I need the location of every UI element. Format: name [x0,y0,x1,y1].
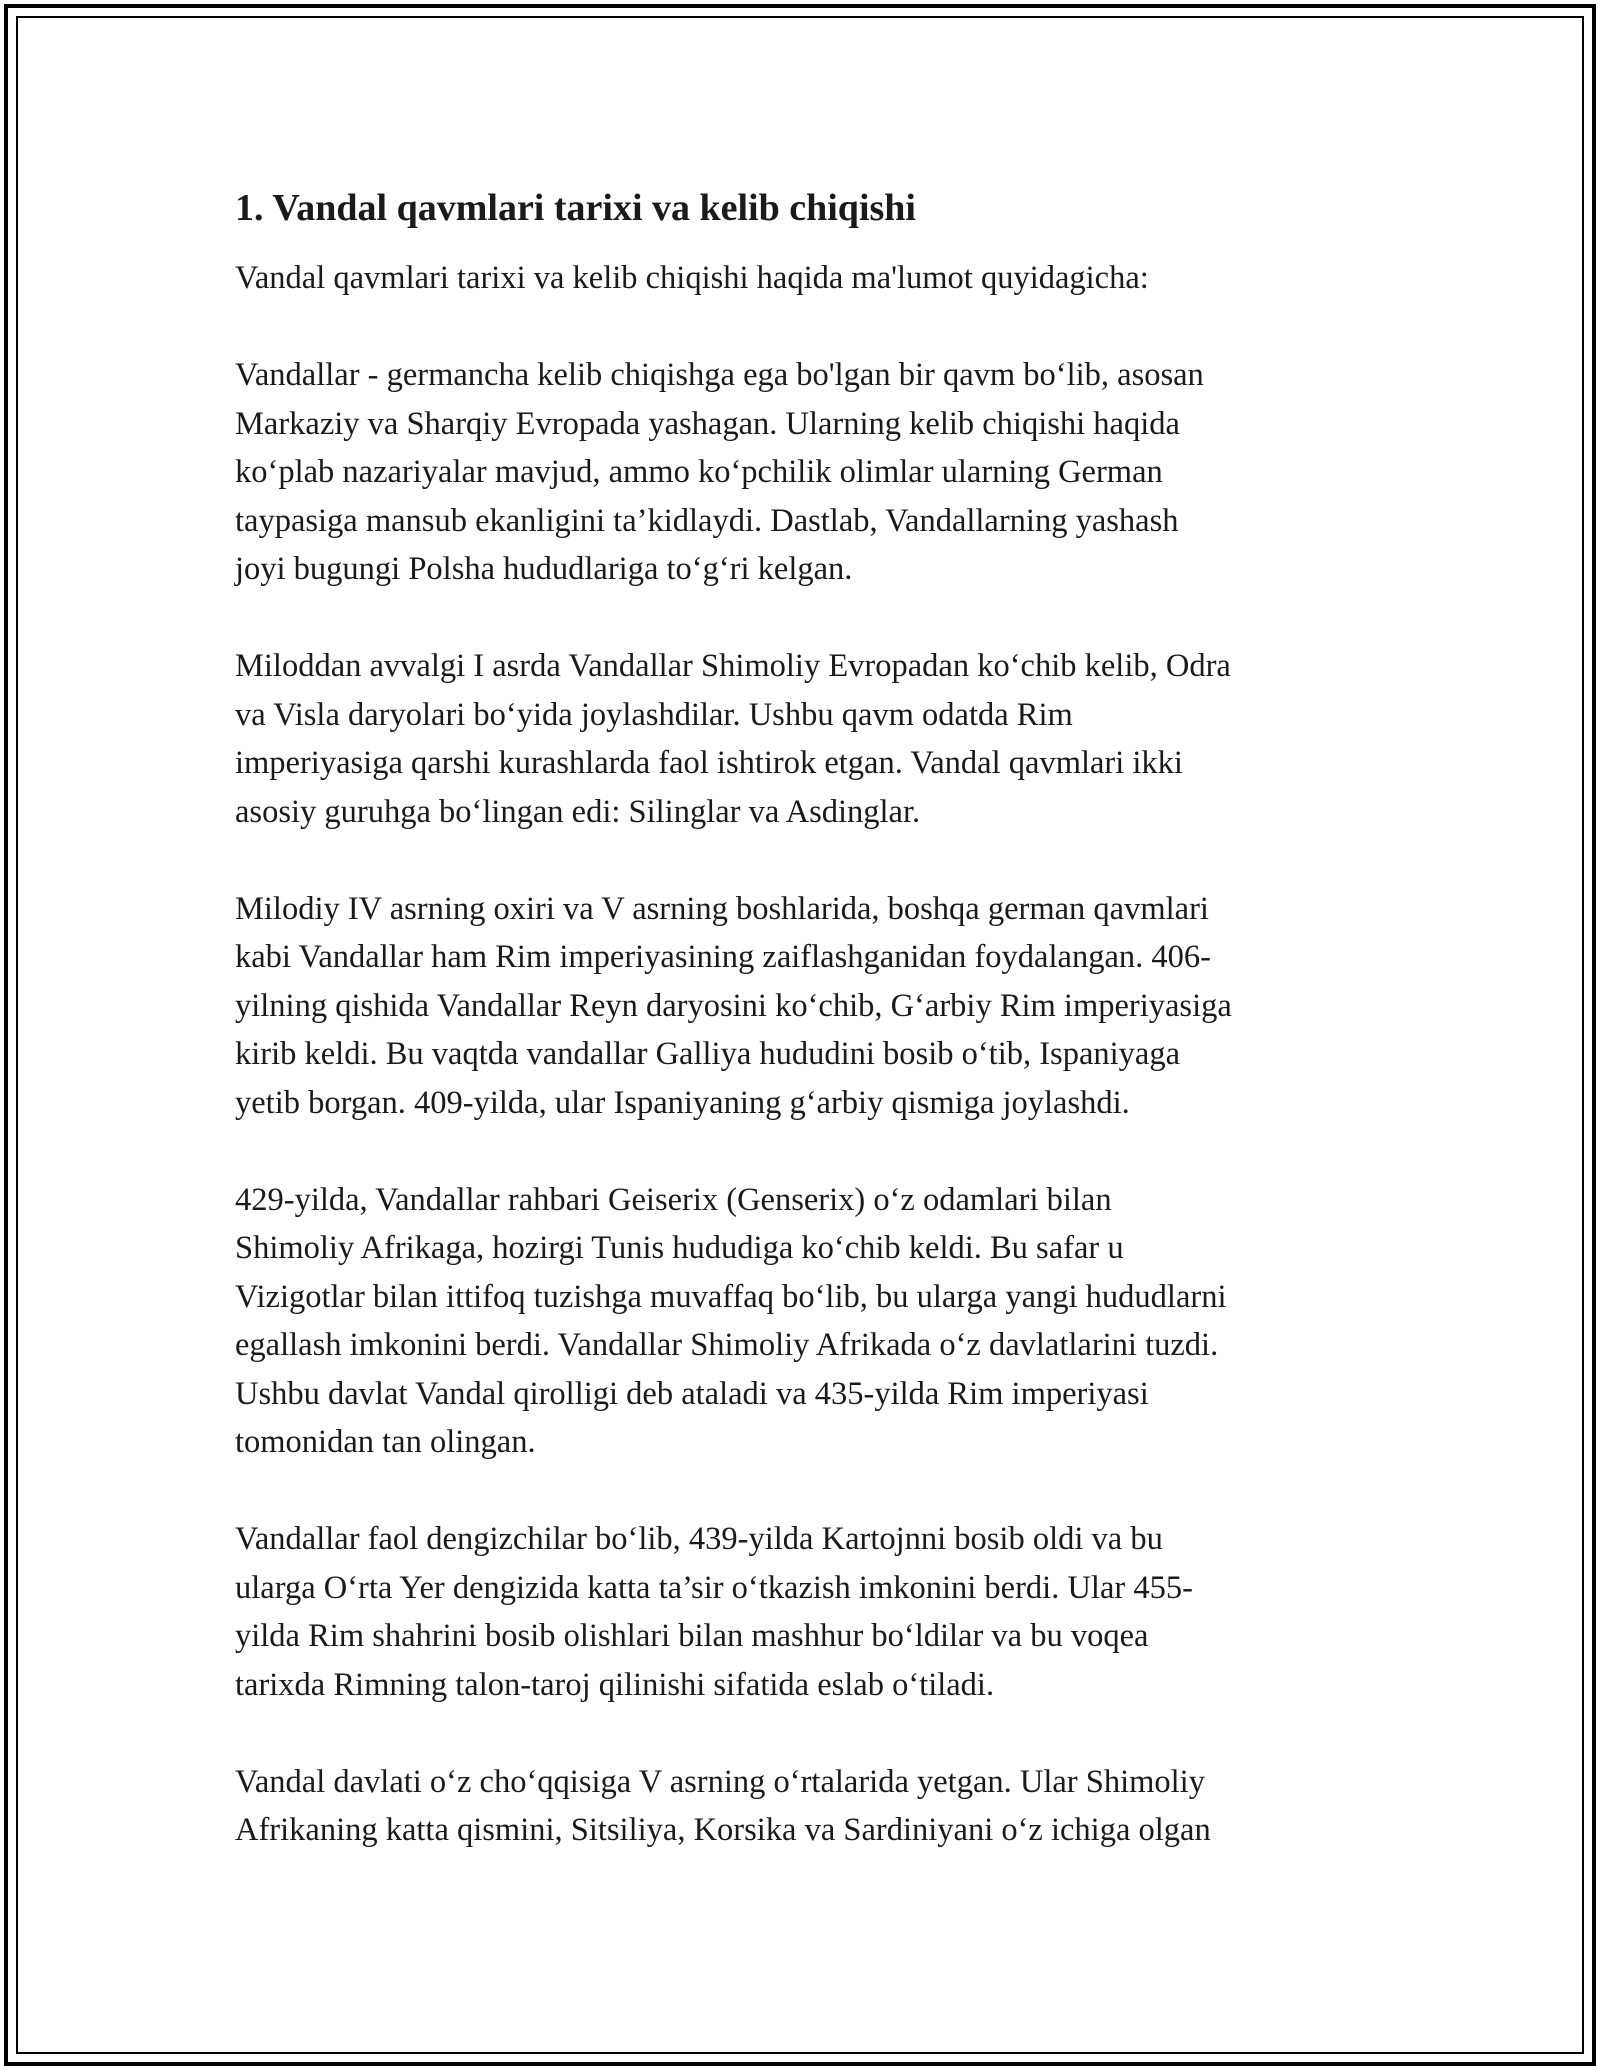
body-paragraph [235,642,1385,836]
text-line: kirib keldi. Bu vaqtda vandallar Galliya hududini bosib oʻtib, Ispaniyaga [235,1036,1181,1072]
text-line: Vandallar - germancha kelib chiqishga ega bo'lgan bir qavm boʻlib, asosan [235,357,1204,393]
text-line: tomonidan tan olingan. [235,1424,536,1460]
text-line: Vandal davlati oʻz choʻqqisiga V asrning oʻrtalarida yetgan. Ular Shimoliy [235,1763,1205,1800]
text-line: Shimoliy Afrikaga, hozirgi Tunis hududiga koʻchib keldi. Bu safar u [235,1230,1124,1266]
text-line: Vandallar faol dengizchilar boʻlib, 439-yilda Kartojnni bosib oldi va bu [235,1521,1163,1557]
section-heading: 1. Vandal qavmlari tarixi va kelib chiqishi [235,187,916,229]
text-line: yilda Rim shahrini bosib olishlari bilan mashhur boʻldilar va bu voqea [235,1618,1149,1654]
text-line: kabi Vandallar ham Rim imperiyasining zaiflashganidan foydalangan. 406- [235,939,1211,975]
document-body [235,184,1385,1903]
body-paragraph [235,885,1385,1128]
text-line: va Visla daryolari boʻyida joylashdilar. Ushbu qavm odatda Rim [235,696,1073,733]
text-line: imperiyasiga qarshi kurashlarda faol ishtirok etgan. Vandal qavmlari ikki [235,745,1183,781]
body-paragraph [235,351,1385,594]
text-line: Milodiy IV asrning oxiri va V asrning boshlarida, boshqa german qavmlari [235,890,1209,927]
text-line: Markaziy va Sharqiy Evropada yashagan. Ularning kelib chiqishi haqida [235,405,1180,442]
text-line: tarixda Rimning talon-taroj qilinishi sifatida eslab oʻtiladi. [235,1666,995,1703]
intro-paragraph: Vandal qavmlari tarixi va kelib chiqishi haqida ma'lumot quyidagicha: [235,260,1149,296]
body-paragraph [235,1758,1385,1855]
text-line: yetib borgan. 409-yilda, ular Ispaniyaning gʻarbiy qismiga joylashdi. [235,1084,1130,1121]
text-line: joyi bugungi Polsha hududlariga toʻgʻri kelgan. [235,551,853,587]
text-line: Vizigotlar bilan ittifoq tuzishga muvaffaq boʻlib, bu ularga yangi hududlarni [235,1278,1227,1315]
text-line: egallash imkonini berdi. Vandallar Shimoliy Afrikada oʻz davlatlarini tuzdi. [235,1327,1219,1363]
text-line: Afrikaning katta qismini, Sitsiliya, Korsika va Sardiniyani oʻz ichiga olgan [235,1812,1211,1848]
text-line: 429-yilda, Vandallar rahbari Geiserix (Genserix) oʻz odamlari bilan [235,1181,1112,1218]
text-line: Miloddan avvalgi I asrda Vandallar Shimoliy Evropadan koʻchib kelib, Odra [235,648,1231,684]
text-line: ularga Oʻrta Yer dengizida katta ta’sir oʻtkazish imkonini berdi. Ular 455- [235,1569,1193,1606]
text-line: asosiy guruhga boʻlingan edi: Silinglar va Asdinglar. [235,793,921,830]
body-paragraph [235,1515,1385,1709]
text-line: yilning qishida Vandallar Reyn daryosini koʻchib, Gʻarbiy Rim imperiyasiga [235,987,1232,1024]
text-line: koʻplab nazariyalar mavjud, ammo koʻpchilik olimlar ularning German [235,454,1163,490]
text-line: taypasiga mansub ekanligini ta’kidlaydi. Dastlab, Vandallarning yashash [235,502,1179,539]
text-line: Ushbu davlat Vandal qirolligi deb ataladi va 435-yilda Rim imperiyasi [235,1375,1149,1412]
paragraph-list [235,351,1385,1855]
body-paragraph [235,1176,1385,1467]
